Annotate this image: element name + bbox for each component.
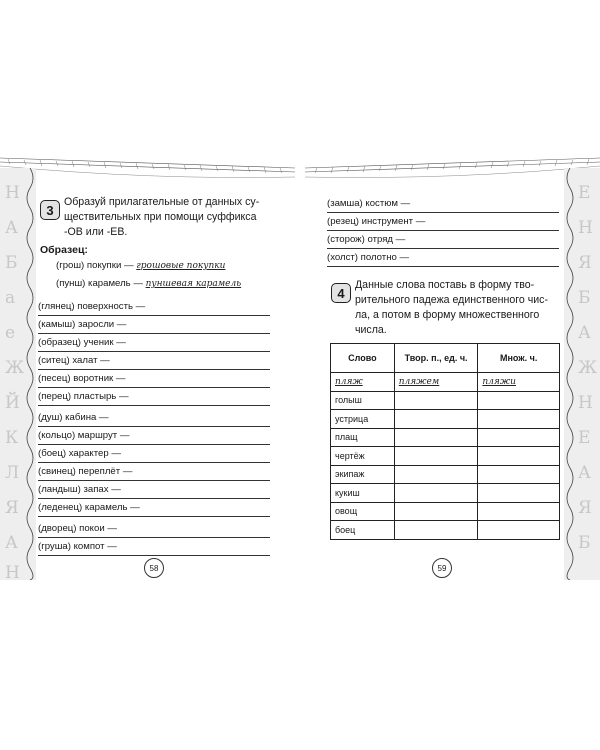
border-letter: Н	[5, 563, 20, 580]
word-cell: боец	[331, 521, 395, 540]
border-letter: а	[5, 288, 16, 308]
exercise-prompt: (кольцо) маршрут —	[38, 430, 130, 441]
right-decorative-top-border	[305, 150, 600, 190]
exercise-prompt: (душ) кабина —	[38, 412, 109, 423]
border-letter: Б	[578, 288, 591, 308]
exercise-prompt: (резец) инструмент —	[327, 216, 426, 227]
exercise-prompt: (песец) воротник —	[38, 373, 126, 384]
answer-line[interactable]	[38, 410, 270, 427]
exercise-prompt: (замша) костюм —	[327, 198, 411, 209]
answer-cell[interactable]	[394, 447, 478, 466]
border-letter: Н	[5, 183, 20, 203]
answer-line[interactable]	[327, 214, 559, 231]
table-row	[331, 447, 560, 466]
border-letter: е	[5, 323, 16, 343]
page-number: 58	[144, 558, 164, 578]
answer-line[interactable]	[38, 428, 270, 445]
right-decorative-side-border	[564, 168, 600, 580]
sample-answer: грошовые покупки	[136, 261, 226, 271]
task-text-line: Образуй прилагательные от данных су-	[64, 196, 260, 208]
sample-row	[56, 260, 225, 271]
border-letter: Й	[5, 393, 20, 413]
answer-line[interactable]	[38, 353, 270, 370]
answer-line[interactable]	[327, 196, 559, 213]
exercise-prompt: (свинец) переплёт —	[38, 466, 133, 477]
sample-row	[56, 278, 241, 289]
left-decorative-side-border	[0, 168, 36, 580]
border-letter: Н	[578, 218, 593, 238]
border-letter: Н	[578, 393, 593, 413]
table-row	[331, 484, 560, 503]
task-text-line: ществительных при помощи суффикса	[64, 211, 257, 223]
answer-line[interactable]	[38, 446, 270, 463]
table-row	[331, 410, 560, 429]
answer-line[interactable]	[38, 482, 270, 499]
word-cell: голыш	[331, 391, 395, 410]
task-number-badge: 3	[40, 200, 60, 220]
table-row	[331, 391, 560, 410]
answer-cell[interactable]	[478, 521, 560, 540]
answer-line[interactable]	[38, 389, 270, 406]
task-text-line: ла, а потом в форму множественного	[355, 309, 540, 321]
declension-table	[330, 343, 560, 540]
answer-line[interactable]	[38, 464, 270, 481]
exercise-prompt: (леденец) карамель —	[38, 502, 140, 513]
answer-line[interactable]	[327, 250, 559, 267]
word-cell: овощ	[331, 502, 395, 521]
exercise-prompt: (глянец) поверхность —	[38, 301, 146, 312]
answer-line[interactable]	[38, 335, 270, 352]
table-row	[331, 521, 560, 540]
exercise-prompt: (перец) пластырь —	[38, 391, 129, 402]
word-cell: чертёж	[331, 447, 395, 466]
answer-cell[interactable]	[478, 447, 560, 466]
answer-line[interactable]	[38, 521, 270, 538]
answer-line[interactable]	[327, 232, 559, 249]
task-text-line: рительного падежа единственного чис-	[355, 294, 548, 306]
table-sample-row	[331, 373, 560, 392]
table-header: Слово	[331, 344, 395, 373]
border-letter: Я	[578, 253, 592, 273]
page-number: 59	[432, 558, 452, 578]
border-letter: Ж	[5, 358, 25, 378]
sample-cell: пляжем	[398, 377, 440, 388]
answer-cell[interactable]	[394, 484, 478, 503]
answer-cell[interactable]	[478, 465, 560, 484]
task-text-line: -ОВ или -ЕВ.	[64, 226, 128, 238]
answer-line[interactable]	[38, 500, 270, 517]
exercise-prompt: (сторож) отряд —	[327, 234, 406, 245]
border-letter: А	[5, 533, 18, 553]
sample-cell: пляжи	[482, 377, 516, 388]
answer-cell[interactable]	[478, 391, 560, 410]
answer-cell[interactable]	[478, 428, 560, 447]
sample-label: Образец:	[40, 244, 88, 256]
answer-cell[interactable]	[478, 410, 560, 429]
task-number-badge: 4	[331, 283, 351, 303]
answer-cell[interactable]	[394, 502, 478, 521]
exercise-prompt: (ландыш) запах —	[38, 484, 121, 495]
left-decorative-top-border	[0, 150, 295, 190]
table-header: Множ. ч.	[478, 344, 560, 373]
answer-cell[interactable]	[394, 410, 478, 429]
exercise-prompt: (камыш) заросли —	[38, 319, 127, 330]
exercise-prompt: (дворец) покои —	[38, 523, 117, 534]
answer-line[interactable]	[38, 371, 270, 388]
exercise-prompt: (образец) ученик —	[38, 337, 126, 348]
answer-cell[interactable]	[478, 484, 560, 503]
border-letter: А	[5, 218, 18, 238]
exercise-prompt: (боец) характер —	[38, 448, 121, 459]
word-cell: экипаж	[331, 465, 395, 484]
answer-line[interactable]	[38, 317, 270, 334]
answer-cell[interactable]	[394, 521, 478, 540]
task-text-line: Данные слова поставь в форму тво-	[355, 279, 535, 291]
right-page	[305, 150, 600, 580]
word-cell: плащ	[331, 428, 395, 447]
table-row	[331, 428, 560, 447]
table-cell	[331, 373, 395, 392]
border-letter: Я	[578, 498, 592, 518]
answer-line[interactable]	[38, 299, 270, 316]
table-header-row	[331, 344, 560, 373]
answer-line[interactable]	[38, 539, 270, 556]
sample-prompt: (пунш) карамель —	[56, 278, 143, 289]
border-letter: Я	[5, 498, 19, 518]
sample-prompt: (грош) покупки —	[56, 260, 134, 271]
task-instructions	[355, 278, 561, 338]
border-letter: Б	[578, 533, 591, 553]
table-header: Твор. п., ед. ч.	[394, 344, 478, 373]
left-page	[0, 150, 295, 580]
border-letter: А	[578, 463, 591, 483]
exercise-prompt: (холст) полотно —	[327, 252, 410, 263]
sample-answer: пуншевая карамель	[145, 279, 242, 289]
border-letter: К	[5, 428, 19, 448]
border-letter: Ж	[578, 358, 598, 378]
table-cell	[478, 373, 560, 392]
word-cell: кукиш	[331, 484, 395, 503]
sample-cell: пляж	[335, 377, 363, 388]
border-letter: Е	[578, 183, 591, 203]
answer-cell[interactable]	[394, 428, 478, 447]
workbook-spread	[0, 150, 600, 580]
table-row	[331, 465, 560, 484]
border-letter: Л	[5, 463, 20, 483]
border-letter: А	[578, 323, 591, 343]
table-cell	[394, 373, 478, 392]
border-letter: Б	[5, 253, 18, 273]
answer-cell[interactable]	[394, 391, 478, 410]
task-text-line: числа.	[355, 324, 387, 336]
answer-cell[interactable]	[394, 465, 478, 484]
exercise-prompt: (ситец) халат —	[38, 355, 110, 366]
border-letter: Е	[578, 428, 591, 448]
exercise-prompt: (груша) компот —	[38, 541, 117, 552]
word-cell: устрица	[331, 410, 395, 429]
table-row	[331, 502, 560, 521]
answer-cell[interactable]	[478, 502, 560, 521]
task-instructions	[64, 195, 270, 240]
